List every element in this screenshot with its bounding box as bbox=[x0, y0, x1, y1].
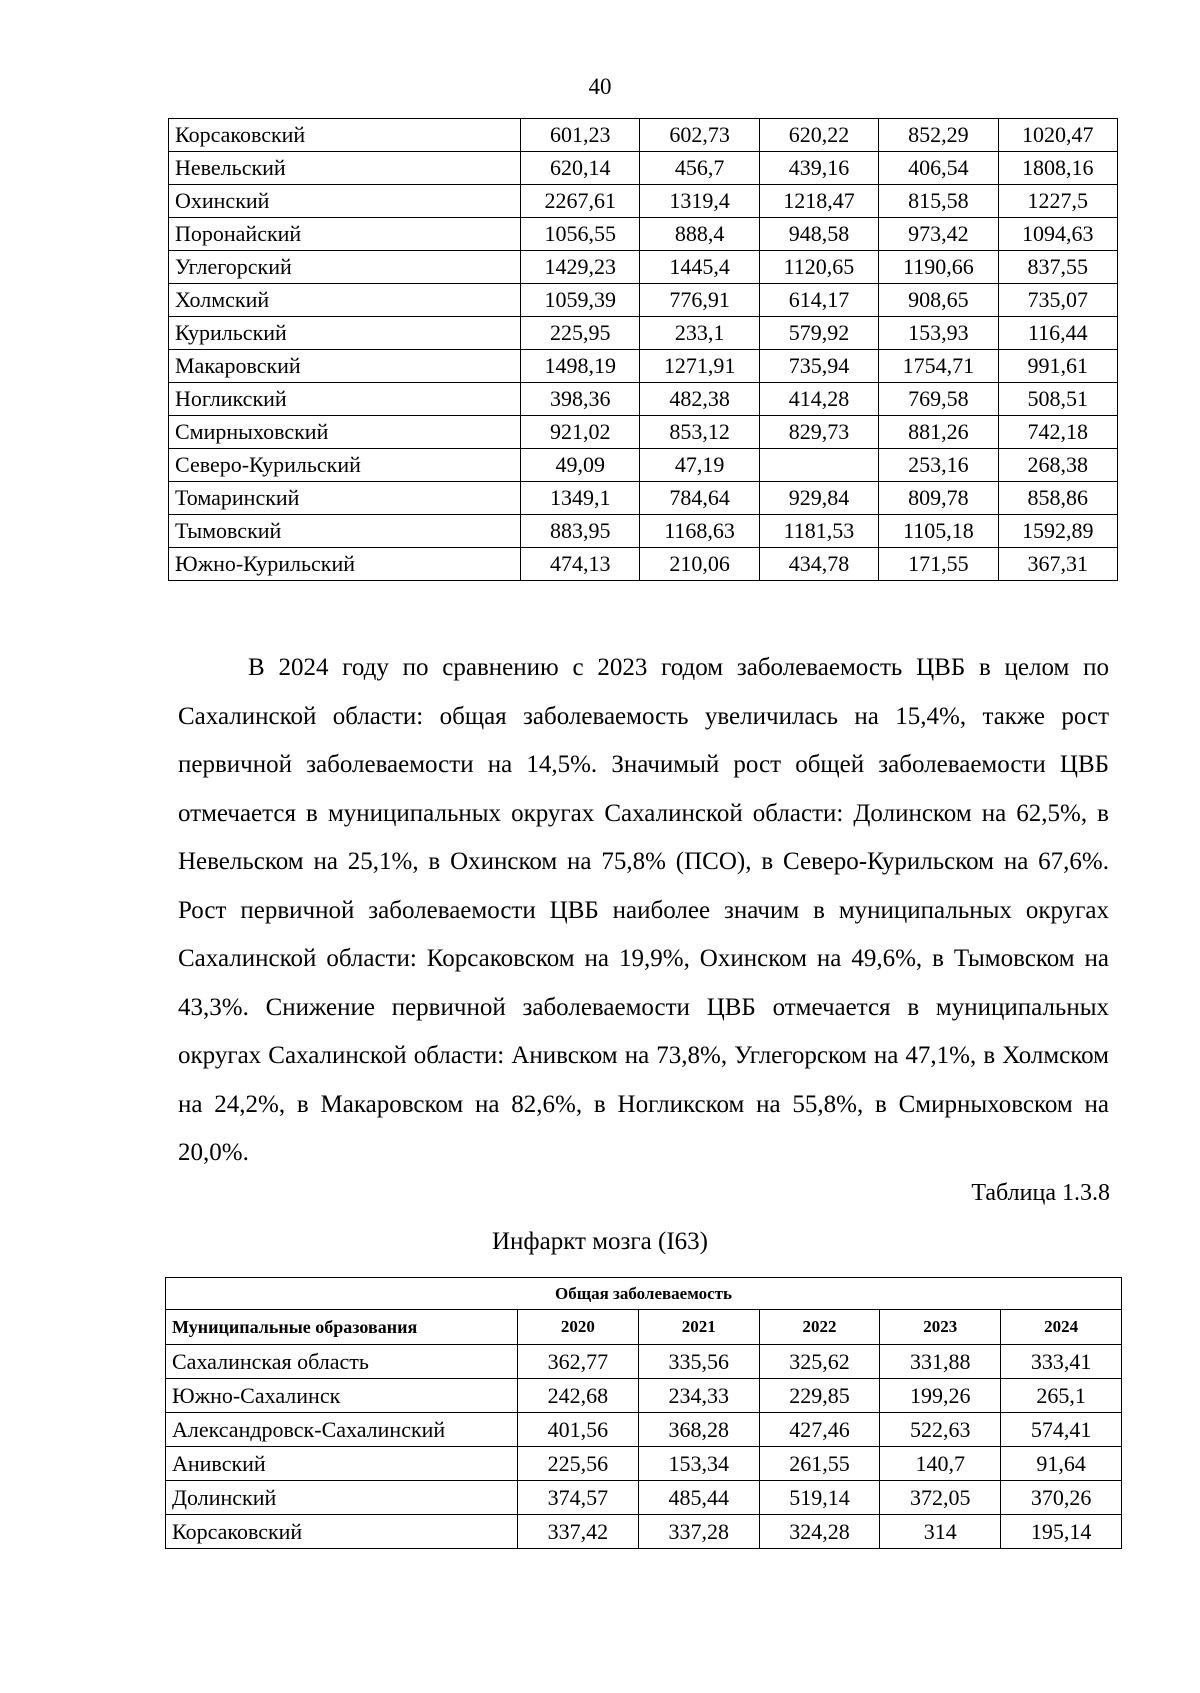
value-cell: 140,7 bbox=[880, 1447, 1001, 1481]
value-cell: 268,38 bbox=[998, 449, 1117, 482]
value-cell: 829,73 bbox=[759, 416, 878, 449]
year-header: 2021 bbox=[638, 1310, 759, 1345]
value-cell: 1218,47 bbox=[759, 185, 878, 218]
municipality-name: Долинский bbox=[166, 1481, 518, 1515]
value-cell: 742,18 bbox=[998, 416, 1117, 449]
value-cell: 776,91 bbox=[640, 284, 759, 317]
row-header: Муниципальные образования bbox=[166, 1310, 518, 1345]
table-row bbox=[169, 152, 1118, 185]
district-name: Смирныховский bbox=[169, 416, 521, 449]
table-row bbox=[166, 1345, 1122, 1379]
value-cell: 434,78 bbox=[759, 548, 878, 581]
district-name: Макаровский bbox=[169, 350, 521, 383]
table-row bbox=[169, 515, 1118, 548]
value-cell: 1168,63 bbox=[640, 515, 759, 548]
table-row bbox=[169, 317, 1118, 350]
value-cell: 414,28 bbox=[759, 383, 878, 416]
value-cell: 335,56 bbox=[638, 1345, 759, 1379]
district-name: Корсаковский bbox=[169, 119, 521, 152]
value-cell: 921,02 bbox=[521, 416, 640, 449]
value-cell: 116,44 bbox=[998, 317, 1117, 350]
table-label: Таблица 1.3.8 bbox=[971, 1180, 1110, 1206]
value-cell: 398,36 bbox=[521, 383, 640, 416]
value-cell: 199,26 bbox=[880, 1379, 1001, 1413]
value-cell: 171,55 bbox=[879, 548, 998, 581]
value-cell: 439,16 bbox=[759, 152, 878, 185]
value-cell: 406,54 bbox=[879, 152, 998, 185]
table-row bbox=[169, 284, 1118, 317]
value-cell: 852,29 bbox=[879, 119, 998, 152]
table-row bbox=[169, 548, 1118, 581]
value-cell: 1190,66 bbox=[879, 251, 998, 284]
value-cell: 370,26 bbox=[1001, 1481, 1122, 1515]
year-header: 2024 bbox=[1001, 1310, 1122, 1345]
value-cell: 362,77 bbox=[518, 1345, 639, 1379]
value-cell bbox=[759, 449, 878, 482]
value-cell: 265,1 bbox=[1001, 1379, 1122, 1413]
page-number: 40 bbox=[588, 74, 612, 99]
table-row bbox=[166, 1413, 1122, 1447]
table-row bbox=[169, 482, 1118, 515]
value-cell: 482,38 bbox=[640, 383, 759, 416]
value-cell: 601,23 bbox=[521, 119, 640, 152]
value-cell: 1592,89 bbox=[998, 515, 1117, 548]
table1-body bbox=[169, 119, 1118, 581]
value-cell: 1319,4 bbox=[640, 185, 759, 218]
value-cell: 769,58 bbox=[879, 383, 998, 416]
table-row bbox=[169, 350, 1118, 383]
table-row bbox=[166, 1481, 1122, 1515]
value-cell: 908,65 bbox=[879, 284, 998, 317]
value-cell: 735,07 bbox=[998, 284, 1117, 317]
value-cell: 225,95 bbox=[521, 317, 640, 350]
district-name: Южно-Курильский bbox=[169, 548, 521, 581]
value-cell: 1498,19 bbox=[521, 350, 640, 383]
year-header: 2020 bbox=[518, 1310, 639, 1345]
table-row bbox=[169, 449, 1118, 482]
district-name: Поронайский bbox=[169, 218, 521, 251]
value-cell: 331,88 bbox=[880, 1345, 1001, 1379]
value-cell: 153,34 bbox=[638, 1447, 759, 1481]
value-cell: 508,51 bbox=[998, 383, 1117, 416]
value-cell: 91,64 bbox=[1001, 1447, 1122, 1481]
value-cell: 1271,91 bbox=[640, 350, 759, 383]
value-cell: 427,46 bbox=[759, 1413, 880, 1447]
value-cell: 225,56 bbox=[518, 1447, 639, 1481]
value-cell: 574,41 bbox=[1001, 1413, 1122, 1447]
value-cell: 1445,4 bbox=[640, 251, 759, 284]
district-name: Холмский bbox=[169, 284, 521, 317]
district-name: Ногликский bbox=[169, 383, 521, 416]
table-row bbox=[169, 185, 1118, 218]
value-cell: 195,14 bbox=[1001, 1515, 1122, 1549]
value-cell: 242,68 bbox=[518, 1379, 639, 1413]
value-cell: 333,41 bbox=[1001, 1345, 1122, 1379]
table-row bbox=[169, 416, 1118, 449]
value-cell: 234,33 bbox=[638, 1379, 759, 1413]
district-name: Томаринский bbox=[169, 482, 521, 515]
value-cell: 883,95 bbox=[521, 515, 640, 548]
value-cell: 1754,71 bbox=[879, 350, 998, 383]
value-cell: 49,09 bbox=[521, 449, 640, 482]
value-cell: 456,7 bbox=[640, 152, 759, 185]
group-header: Общая заболеваемость bbox=[166, 1278, 1122, 1310]
value-cell: 210,06 bbox=[640, 548, 759, 581]
value-cell: 1181,53 bbox=[759, 515, 878, 548]
value-cell: 1120,65 bbox=[759, 251, 878, 284]
value-cell: 325,62 bbox=[759, 1345, 880, 1379]
value-cell: 314 bbox=[880, 1515, 1001, 1549]
table-row bbox=[169, 119, 1118, 152]
value-cell: 233,1 bbox=[640, 317, 759, 350]
table-row bbox=[166, 1447, 1122, 1481]
table2-body bbox=[166, 1345, 1122, 1549]
value-cell: 229,85 bbox=[759, 1379, 880, 1413]
municipality-name: Южно-Сахалинск bbox=[166, 1379, 518, 1413]
municipality-name: Сахалинская область bbox=[166, 1345, 518, 1379]
table-row bbox=[169, 383, 1118, 416]
value-cell: 47,19 bbox=[640, 449, 759, 482]
value-cell: 784,64 bbox=[640, 482, 759, 515]
value-cell: 153,93 bbox=[879, 317, 998, 350]
value-cell: 881,26 bbox=[879, 416, 998, 449]
value-cell: 853,12 bbox=[640, 416, 759, 449]
table-row bbox=[169, 218, 1118, 251]
value-cell: 614,17 bbox=[759, 284, 878, 317]
value-cell: 253,16 bbox=[879, 449, 998, 482]
value-cell: 374,57 bbox=[518, 1481, 639, 1515]
value-cell: 1105,18 bbox=[879, 515, 998, 548]
value-cell: 991,61 bbox=[998, 350, 1117, 383]
value-cell: 337,42 bbox=[518, 1515, 639, 1549]
value-cell: 858,86 bbox=[998, 482, 1117, 515]
value-cell: 602,73 bbox=[640, 119, 759, 152]
value-cell: 1059,39 bbox=[521, 284, 640, 317]
value-cell: 324,28 bbox=[759, 1515, 880, 1549]
value-cell: 948,58 bbox=[759, 218, 878, 251]
value-cell: 888,4 bbox=[640, 218, 759, 251]
value-cell: 815,58 bbox=[879, 185, 998, 218]
value-cell: 973,42 bbox=[879, 218, 998, 251]
value-cell: 1808,16 bbox=[998, 152, 1117, 185]
stroke-incidence-table bbox=[165, 1277, 1122, 1549]
value-cell: 368,28 bbox=[638, 1413, 759, 1447]
year-header: 2023 bbox=[880, 1310, 1001, 1345]
incidence-table-continued bbox=[168, 118, 1118, 581]
value-cell: 735,94 bbox=[759, 350, 878, 383]
value-cell: 474,13 bbox=[521, 548, 640, 581]
value-cell: 1056,55 bbox=[521, 218, 640, 251]
table-row bbox=[166, 1379, 1122, 1413]
district-name: Тымовский bbox=[169, 515, 521, 548]
value-cell: 1227,5 bbox=[998, 185, 1117, 218]
value-cell: 522,63 bbox=[880, 1413, 1001, 1447]
table-title: Инфаркт мозга (I63) bbox=[492, 1228, 708, 1255]
district-name: Охинский bbox=[169, 185, 521, 218]
value-cell: 519,14 bbox=[759, 1481, 880, 1515]
municipality-name: Корсаковский bbox=[166, 1515, 518, 1549]
table-row bbox=[169, 251, 1118, 284]
municipality-name: Александровск-Сахалинский bbox=[166, 1413, 518, 1447]
value-cell: 337,28 bbox=[638, 1515, 759, 1549]
value-cell: 2267,61 bbox=[521, 185, 640, 218]
value-cell: 579,92 bbox=[759, 317, 878, 350]
district-name: Северо-Курильский bbox=[169, 449, 521, 482]
district-name: Курильский bbox=[169, 317, 521, 350]
value-cell: 1094,63 bbox=[998, 218, 1117, 251]
value-cell: 620,14 bbox=[521, 152, 640, 185]
municipality-name: Анивский bbox=[166, 1447, 518, 1481]
district-name: Углегорский bbox=[169, 251, 521, 284]
value-cell: 929,84 bbox=[759, 482, 878, 515]
value-cell: 809,78 bbox=[879, 482, 998, 515]
value-cell: 620,22 bbox=[759, 119, 878, 152]
value-cell: 485,44 bbox=[638, 1481, 759, 1515]
value-cell: 837,55 bbox=[998, 251, 1117, 284]
district-name: Невельский bbox=[169, 152, 521, 185]
summary-paragraph: В 2024 году по сравнению с 2023 годом заболеваемость ЦВБ в целом по Сахалинской области: общая заболеваемость увеличилась на 15,4%, также рост первичной заболеваемости на 14,5%. Значимый рост общей заболеваемости ЦВБ отмечается в муниципальных округах Сахалинской области: Долинском на 62,5%, в Невельском на 25,1%, в Охинском на 75,8% (ПСО), в Северо-Курильском на 67,6%. Рост первичной заболеваемости ЦВБ наиболее значим в муниципальных округах Сахалинской области: Корсаковском на 19,9%, Охинском на 49,6%, в Тымовском на 43,3%. Снижение первичной заболеваемости ЦВБ отмечается в муниципальных округах Сахалинской области: Анивском на 73,8%, Углегорском на 47,1%, в Холмском на 24,2%, в Макаровском на 82,6%, в Ногликском на 55,8%, в Смирныховском на 20,0%. bbox=[178, 654, 1109, 1166]
value-cell: 1349,1 bbox=[521, 482, 640, 515]
value-cell: 1020,47 bbox=[998, 119, 1117, 152]
value-cell: 367,31 bbox=[998, 548, 1117, 581]
value-cell: 1429,23 bbox=[521, 251, 640, 284]
table-row bbox=[166, 1515, 1122, 1549]
value-cell: 261,55 bbox=[759, 1447, 880, 1481]
value-cell: 401,56 bbox=[518, 1413, 639, 1447]
year-header: 2022 bbox=[759, 1310, 880, 1345]
value-cell: 372,05 bbox=[880, 1481, 1001, 1515]
